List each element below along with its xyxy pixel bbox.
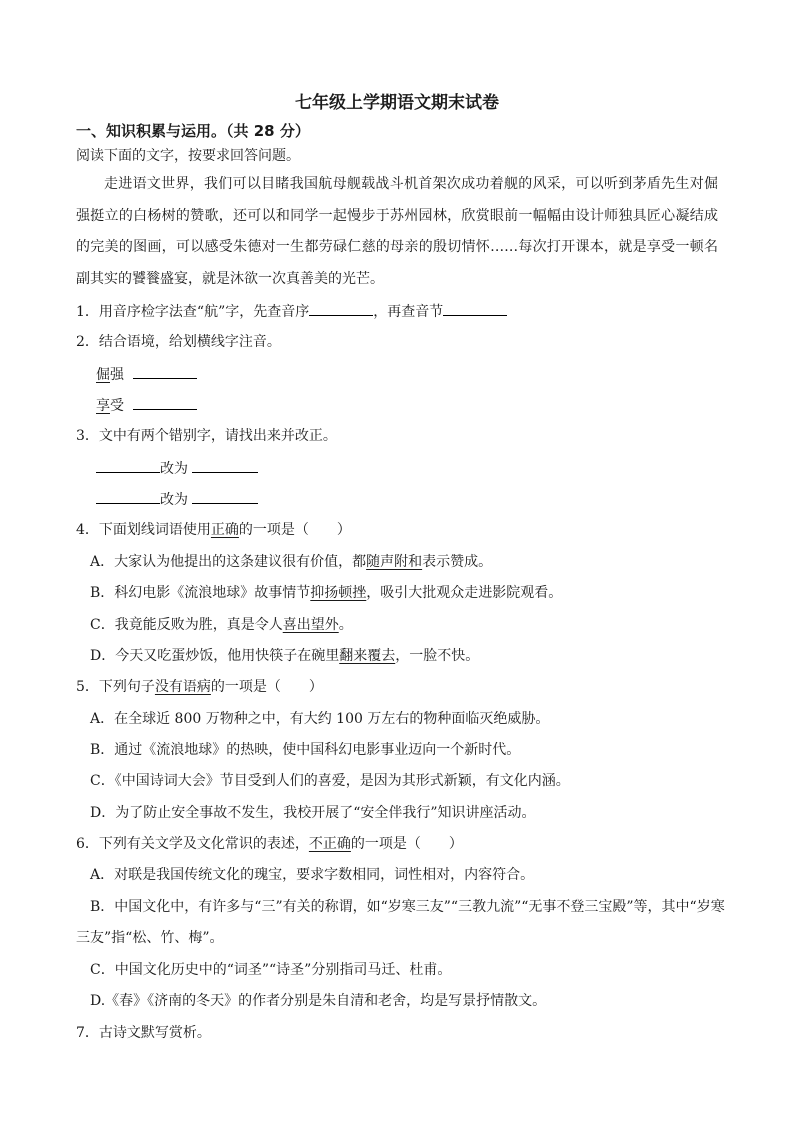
option-text: D．今天又吃蛋炒饭，他用快筷子在碗里	[90, 648, 340, 664]
q4-stem-end: 的一项是（ ）	[238, 522, 351, 538]
answer-blank[interactable]	[192, 458, 258, 473]
underlined-char: 倔	[96, 367, 110, 383]
q2-item-1	[96, 364, 197, 385]
answer-blank[interactable]	[309, 301, 373, 316]
q6-option-b[interactable]: B．中国文化中，有许多与“三”有关的称谓，如“岁寒三友”“三教九流”“无事不登三宝殿”等，其中“岁寒	[90, 899, 725, 915]
q6-option-a[interactable]: A．对联是我国传统文化的瑰宝，要求字数相同，词性相对，内容符合。	[90, 867, 535, 883]
q4-option-d[interactable]	[90, 646, 479, 666]
question-3: 3．文中有两个错别字，请找出来并改正。	[76, 428, 337, 444]
q4-option-c[interactable]	[90, 615, 353, 635]
q6-stem-end: 的一项是（ ）	[350, 836, 463, 852]
answer-blank[interactable]	[133, 395, 197, 410]
answer-blank[interactable]	[443, 301, 507, 316]
q6-stem-emphasis: 不正确	[308, 836, 351, 852]
q2-item-text: 强	[110, 367, 124, 383]
question-1	[76, 301, 507, 322]
q5-stem-emphasis: 没有语病	[154, 679, 211, 695]
q2-item-text: 受	[110, 398, 124, 414]
q6-option-d[interactable]: D.《春》《济南的冬天》的作者分别是朱自清和老舍，均是写景抒情散文。	[90, 993, 547, 1009]
underlined-word: 喜出望外	[282, 617, 339, 633]
q6-option-c[interactable]: C．中国文化历史中的“词圣”“诗圣”分别指司马迁、杜甫。	[90, 962, 452, 978]
question-4	[76, 520, 351, 540]
answer-blank[interactable]	[96, 458, 160, 473]
q4-option-b[interactable]	[90, 583, 562, 603]
underlined-word: 抑扬顿挫	[310, 585, 367, 601]
option-text: ，吸引大批观众走进影院观看。	[366, 585, 563, 601]
q6-stem: 6．下列有关文学及文化常识的表述，	[76, 836, 309, 852]
question-5	[76, 677, 323, 697]
option-text: A．大家认为他提出的这条建议很有价值，都	[90, 554, 367, 570]
option-text: 表示赞成。	[422, 554, 493, 570]
q5-stem: 5．下列句子	[76, 679, 155, 695]
q4-option-a[interactable]	[90, 552, 492, 572]
option-text: C．我竟能反败为胜，真是令人	[90, 617, 283, 633]
change-to-label: 改为	[160, 461, 188, 477]
q4-stem-emphasis: 正确	[210, 522, 239, 538]
question-6	[76, 834, 463, 854]
answer-blank[interactable]	[133, 364, 197, 379]
change-to-label: 改为	[160, 492, 188, 508]
page-title: 七年级上学期语文期末试卷	[295, 93, 499, 113]
q3-correction-2	[96, 489, 258, 510]
underlined-word: 翻来覆去	[339, 648, 396, 664]
question-2: 2．结合语境，给划横线字注音。	[76, 334, 281, 350]
q2-item-2	[96, 395, 197, 416]
q5-stem-end: 的一项是（ ）	[210, 679, 323, 695]
q5-option-b[interactable]: B．通过《流浪地球》的热映，使中国科幻电影事业迈向一个新时代。	[90, 742, 521, 758]
q6-option-b-continued[interactable]: 三友”指“松、竹、梅”。	[76, 930, 224, 946]
reading-passage: 走进语文世界，我们可以目睹我国航母舰载战斗机首架次成功着舰的风采，可以听到茅盾先生对倔强挺立的白杨树的赞歌，还可以和同学一起慢步于苏州园林，欣赏眼前一幅幅由设计师独具匠心凝结成的完美的图画，可以感受朱德对一生都劳碌仁慈的母亲的殷切情怀……每次打开课本，就是享受一顿名副其实的饕餮盛宴，就是沐欲一次真善美的光芒。	[76, 176, 718, 287]
answer-blank[interactable]	[192, 489, 258, 504]
instruction-text: 阅读下面的文字，按要求回答问题。	[76, 148, 300, 164]
q1-middle: ，再查音节	[373, 304, 444, 320]
option-text: ，一脸不快。	[395, 648, 480, 664]
q1-prefix: 1．用音序检字法查“航”字，先查音序	[76, 304, 310, 320]
q5-option-c[interactable]: C．《中国诗词大会》节目受到人们的喜爱，是因为其形式新颖，有文化内涵。	[90, 773, 570, 789]
q5-option-a[interactable]: A．在全球近 800 万物种之中，有大约 100 万左右的物种面临灭绝威胁。	[90, 711, 550, 727]
q3-correction-1	[96, 458, 258, 479]
answer-blank[interactable]	[96, 489, 160, 504]
underlined-word: 随声附和	[366, 554, 423, 570]
option-text: B．科幻电影《流浪地球》故事情节	[90, 585, 311, 601]
option-text: 。	[338, 617, 353, 633]
section-heading: 一、知识积累与运用。（共 28 分）	[76, 122, 310, 140]
q4-stem: 4．下面划线词语使用	[76, 522, 211, 538]
q5-option-d[interactable]: D．为了防止安全事故不发生，我校开展了“安全伴我行”知识讲座活动。	[90, 805, 536, 821]
question-7: 7．古诗文默写赏析。	[76, 1025, 211, 1041]
underlined-char: 享	[96, 398, 110, 414]
